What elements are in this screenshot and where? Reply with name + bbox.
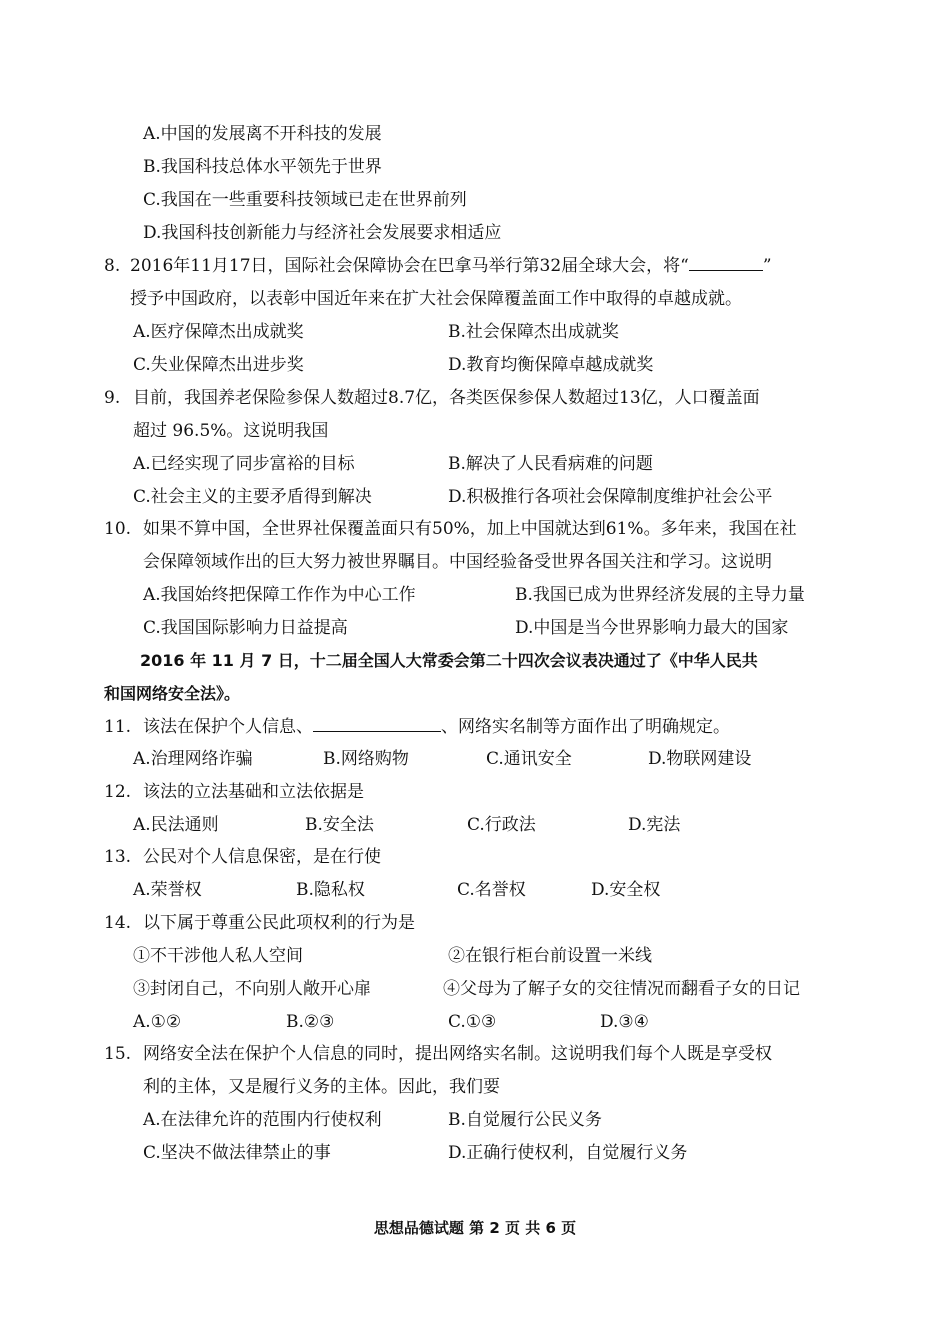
q14-statement-2: ②在银行柜台前设置一米线 bbox=[448, 946, 652, 966]
q9-option-a: A.已经实现了同步富裕的目标 bbox=[133, 454, 355, 474]
q14-number: 14. bbox=[104, 913, 132, 933]
q11-option-b: B.网络购物 bbox=[323, 749, 409, 769]
q13-option-d: D.安全权 bbox=[591, 880, 661, 900]
q7-option-d: D.我国科技创新能力与经济社会发展要求相适应 bbox=[143, 223, 502, 243]
q9-option-b: B.解决了人民看病难的问题 bbox=[448, 454, 653, 474]
q13-option-a: A.荣誉权 bbox=[133, 880, 202, 900]
q9-stem-line1: 目前，我国养老保险参保人数超过8.7亿，各类医保参保人数超过13亿，人口覆盖面 bbox=[133, 388, 760, 408]
q8-answer-blank bbox=[689, 254, 763, 271]
q13-option-c: C.名誉权 bbox=[457, 880, 526, 900]
q12-option-c: C.行政法 bbox=[467, 815, 536, 835]
q10-option-a: A.我国始终把保障工作作为中心工作 bbox=[143, 585, 416, 605]
q12-option-b: B.安全法 bbox=[305, 815, 374, 835]
q14-stem: 以下属于尊重公民此项权利的行为是 bbox=[143, 913, 415, 933]
q10-stem-line2: 会保障领域作出的巨大努力被世界瞩目。中国经验备受世界各国关注和学习。这说明 bbox=[143, 552, 772, 572]
q11-option-c: C.通讯安全 bbox=[486, 749, 572, 769]
q13-stem: 公民对个人信息保密，是在行使 bbox=[143, 847, 381, 867]
q15-stem-line1: 网络安全法在保护个人信息的同时，提出网络实名制。这说明我们每个人既是享受权 bbox=[143, 1044, 772, 1064]
q7-option-a: A.中国的发展离不开科技的发展 bbox=[143, 124, 382, 144]
q14-option-d: D.③④ bbox=[600, 1012, 649, 1032]
q8-stem-line1 bbox=[130, 254, 772, 278]
material-line1: 2016 年 11 月 7 日，十二届全国人大常委会第二十四次会议表决通过了《中华人民共 bbox=[140, 651, 758, 670]
q8-option-a: A.医疗保障杰出成就奖 bbox=[133, 322, 304, 342]
q12-option-d: D.宪法 bbox=[628, 815, 681, 835]
q9-option-d: D.积极推行各项社会保障制度维护社会公平 bbox=[448, 487, 773, 507]
material-line2: 和国网络安全法》。 bbox=[104, 684, 241, 703]
q14-option-c: C.①③ bbox=[448, 1012, 497, 1032]
q15-option-c: C.坚决不做法律禁止的事 bbox=[143, 1143, 331, 1163]
q9-stem-line2: 超过 96.5%。这说明我国 bbox=[133, 421, 329, 441]
q15-option-a: A.在法律允许的范围内行使权利 bbox=[143, 1110, 382, 1130]
q14-statement-3: ③封闭自己，不向别人敞开心扉 bbox=[133, 979, 371, 999]
q12-stem: 该法的立法基础和立法依据是 bbox=[143, 782, 364, 802]
q15-option-b: B.自觉履行公民义务 bbox=[448, 1110, 602, 1130]
q10-stem-line1: 如果不算中国，全世界社保覆盖面只有50%，加上中国就达到61%。多年来，我国在社 bbox=[143, 519, 797, 539]
q10-option-c: C.我国国际影响力日益提高 bbox=[143, 618, 348, 638]
q11-option-a: A.治理网络诈骗 bbox=[133, 749, 253, 769]
q14-statement-4: ④父母为了解子女的交往情况而翻看子女的日记 bbox=[443, 979, 800, 999]
q11-answer-blank bbox=[313, 715, 441, 732]
q15-option-d: D.正确行使权利，自觉履行义务 bbox=[448, 1143, 688, 1163]
q14-statement-1: ①不干涉他人私人空间 bbox=[133, 946, 303, 966]
q10-option-b: B.我国已成为世界经济发展的主导力量 bbox=[515, 585, 805, 605]
q8-stem-text: 2016年11月17日，国际社会保障协会在巴拿马举行第32届全球大会，将“ bbox=[130, 256, 689, 276]
q7-option-b: B.我国科技总体水平领先于世界 bbox=[143, 157, 382, 177]
q11-stem bbox=[143, 715, 730, 739]
q14-option-a: A.①② bbox=[133, 1012, 182, 1032]
q13-option-b: B.隐私权 bbox=[296, 880, 365, 900]
q10-number: 10. bbox=[104, 519, 132, 539]
q9-number: 9. bbox=[104, 388, 121, 408]
q8-option-b: B.社会保障杰出成就奖 bbox=[448, 322, 619, 342]
q11-number: 11. bbox=[104, 717, 132, 737]
q15-number: 15. bbox=[104, 1044, 132, 1064]
q9-option-c: C.社会主义的主要矛盾得到解决 bbox=[133, 487, 372, 507]
q11-option-d: D.物联网建设 bbox=[648, 749, 752, 769]
q13-number: 13. bbox=[104, 847, 132, 867]
q8-option-d: D.教育均衡保障卓越成就奖 bbox=[448, 355, 654, 375]
q8-stem-line2: 授予中国政府，以表彰中国近年来在扩大社会保障覆盖面工作中取得的卓越成就。 bbox=[130, 289, 742, 309]
q12-option-a: A.民法通则 bbox=[133, 815, 219, 835]
q8-number: 8. bbox=[104, 256, 121, 276]
q11-stem-text-end: 、网络实名制等方面作出了明确规定。 bbox=[441, 717, 730, 737]
q8-stem-quote-end: ” bbox=[762, 256, 772, 276]
q14-option-b: B.②③ bbox=[286, 1012, 335, 1032]
q12-number: 12. bbox=[104, 782, 132, 802]
q8-option-c: C.失业保障杰出进步奖 bbox=[133, 355, 304, 375]
q15-stem-line2: 利的主体，又是履行义务的主体。因此，我们要 bbox=[143, 1077, 500, 1097]
q10-option-d: D.中国是当今世界影响力最大的国家 bbox=[515, 618, 789, 638]
q11-stem-text: 该法在保护个人信息、 bbox=[143, 717, 313, 737]
q7-option-c: C.我国在一些重要科技领域已走在世界前列 bbox=[143, 190, 467, 210]
page-footer: 思想品德试题 第 2 页 共 6 页 bbox=[373, 1219, 577, 1237]
